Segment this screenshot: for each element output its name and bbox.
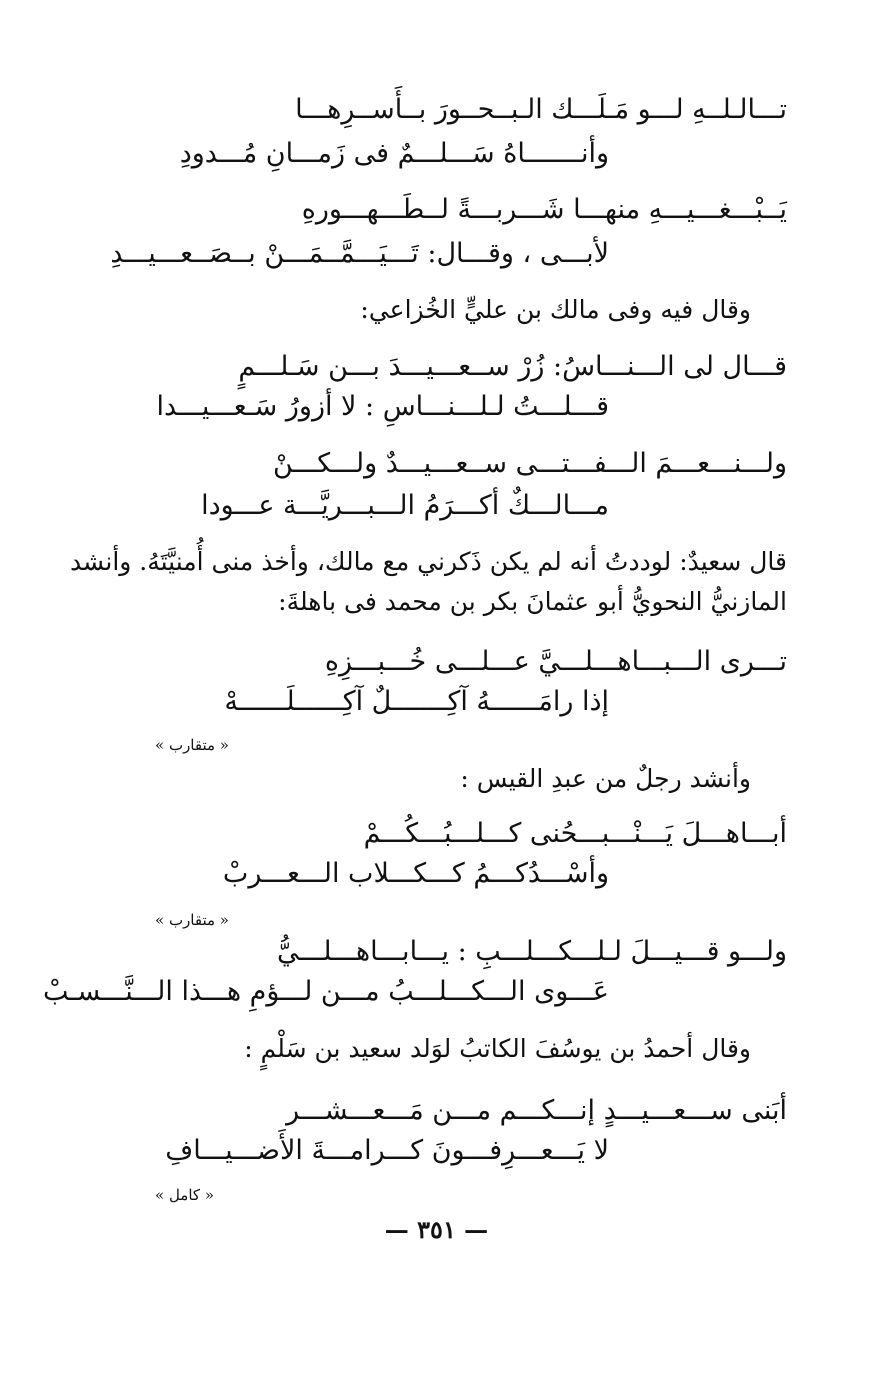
meter-label-kamil: « كامل » [155, 1186, 214, 1204]
intro-ahmad-ibn-yusuf: وقال أحمدُ بن يوسُفَ الكاتبُ لوَلد سعيد بن سَلْمٍ : [244, 1034, 751, 1063]
verse-8-first-hemistich: أبَنى ســـعـــيـــدٍ إنـــكـــم مـــن مَـــعـــشـــر [286, 1095, 787, 1126]
verse-4-second-hemistich: مـــالـــكٌ أكـــرَمُ الـــبـــريَّـــة عـــودا [201, 490, 609, 521]
intro-malik-khuzai: وقال فيه وفى مالك بن عليٍّ الخُزاعي: [360, 295, 751, 324]
meter-label-mutaqarib-2: « متقارب » [155, 911, 229, 929]
verse-2-first-hemistich: يَــبْـــغـــيـــهِ منهـــا شَـــربـــةً لــطَـــهـــورهِ [301, 194, 787, 225]
prose-line-2: المازنيُّ النحويُّ أبو عثمانَ بكر بن محمد فى باهلةَ: [278, 587, 787, 616]
verse-8-second-hemistich: لا يَـــعـــرِفـــونَ كـــرامـــةَ الأَضـــيـــافِ [165, 1135, 609, 1166]
verse-7-first-hemistich: ولـــو قـــيـــلَ لـلـــكـــلـــبِ : يـــابـــاهـــلـــيُّ [276, 936, 787, 967]
page-number: — ٣٥١ — [384, 1215, 489, 1244]
verse-5-first-hemistich: تـــرى الـــبـــاهـــلـــيَّ عـــلـــى خُـــبـــزِهِ [324, 646, 787, 677]
meter-label-mutaqarib-1: « متقارب » [155, 736, 229, 754]
verse-5-second-hemistich: إذا رامَــــــهُ آكِـــــــلٌ آكِــــــلَــــــهْ [224, 686, 609, 717]
verse-3-second-hemistich: قـــلـــتُ لـلـــنـــاسِ : لا أزورُ سَـعـــيـــدا [156, 391, 609, 422]
verse-1-first-hemistich: تـــالـلــهِ لـــو مَـلَـــك الـبــحــورَ بــأَســرِهـــا [295, 94, 787, 125]
verse-1-second-hemistich: وأنـــــــاهُ سَـــلـــمٌ فى زَمـــانِ مُـــدودِ [179, 138, 609, 169]
verse-2-second-hemistich: لأبـــى ، وقـــال: تَـــيَـــمَّــمَـــنْ بــصَــعـــيـــدِ [110, 238, 609, 269]
verse-6-first-hemistich: أبـــاهـــلَ يَـــنْـــبـــحُنى كـــلـــبُـــكُـــمْ [363, 818, 787, 849]
verse-4-first-hemistich: ولـــنـــعـــمَ الـــفـــتـــى ســعـــيـــدٌ ولـــكـــنْ [272, 448, 787, 479]
prose-line-1: قال سعيدٌ: لوددتُ أنه لم يكن ذَكرني مع مالك، وأخذ منى أُمنيَّتَهُ. وأنشد [69, 547, 787, 576]
verse-6-second-hemistich: وأسْـــدُكـــمُ كـــكـــلاب الـــعـــربْ [222, 858, 609, 889]
verse-7-second-hemistich: عَـــوى الـــكـــلـــبُ مـــن لـــؤمِ هـــذا الـــنَّـــسـبْ [43, 976, 609, 1007]
intro-abd-al-qays: وأنشد رجلٌ من عبدِ القيس : [460, 764, 751, 793]
verse-3-first-hemistich: قـــال لى الـــنـــاسُ: زُرْ ســعـــيـــدَ بـــن سَـلـــمٍ [238, 351, 787, 382]
